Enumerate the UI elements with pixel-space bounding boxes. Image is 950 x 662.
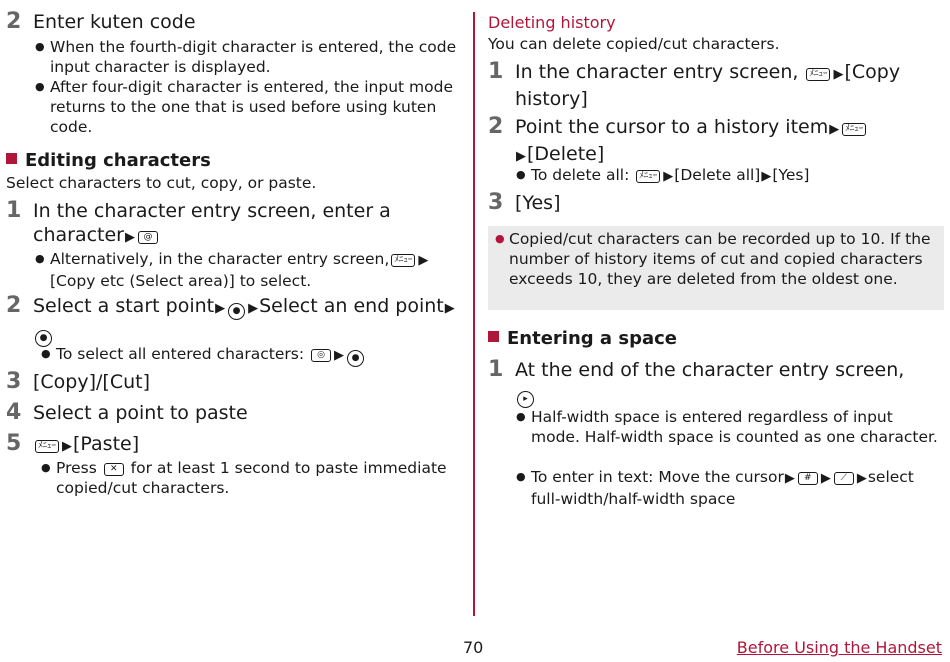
column-divider bbox=[473, 12, 475, 616]
bullet-fourth-digit: ● When the fourth-digit character is entered, the code input character is displayed. bbox=[50, 37, 464, 77]
call-key-icon: ⟋ bbox=[834, 472, 854, 485]
bullet-alternatively: ● Alternatively, in the character entry screen, ﾒﾆｭｰ ▶ [Copy etc (Select area)] to select. bbox=[50, 249, 464, 291]
step-end-of-screen: 1 At the end of the character entry screen, ▸ bbox=[488, 358, 944, 408]
step-enter-kuten: 2 Enter kuten code bbox=[6, 9, 196, 34]
page-number: 70 bbox=[463, 638, 484, 657]
arrow-icon: ▶ bbox=[215, 301, 226, 316]
step-enter-character: 1 In the character entry screen, enter a character▶ @ bbox=[6, 198, 391, 246]
footer-link-before-using[interactable]: Before Using the Handset bbox=[736, 638, 942, 657]
camera-key-icon: ◎ bbox=[311, 349, 331, 362]
step-copy-cut: 3 [Copy]/[Cut] bbox=[6, 369, 151, 394]
arrow-icon: ▶ bbox=[663, 169, 674, 184]
arrow-icon: ▶ bbox=[248, 301, 259, 316]
bullet-press-clear: ● Press ✕ for at least 1 second to paste immediate copied/cut characters. bbox=[56, 458, 464, 498]
bullet-delete-all: ● To delete all: ﾒﾆｭｰ ▶[Delete all]▶[Yes] bbox=[531, 165, 944, 187]
heading-entering-space: Entering a space bbox=[488, 328, 677, 350]
bullet-enter-in-text: ● To enter in text: Move the cursor▶ # ▶ ⟋ ▶select full-width/half-width space bbox=[531, 467, 944, 509]
step-copy-history: 1 In the character entry screen, ﾒﾆｭｰ ▶[Copy history] bbox=[488, 59, 901, 110]
center-key-icon: ● bbox=[347, 350, 364, 367]
bullet-select-all: ● To select all entered characters: ◎ ▶ ● bbox=[56, 344, 464, 367]
arrow-icon: ▶ bbox=[829, 122, 840, 137]
arrow-icon: ▶ bbox=[444, 301, 455, 316]
step-paste: 5 ﾒﾆｭｰ ▶[Paste] bbox=[6, 431, 140, 456]
arrow-icon: ▶ bbox=[761, 169, 772, 184]
heading-marker bbox=[488, 331, 499, 342]
menu-key-icon: ﾒﾆｭｰ bbox=[391, 254, 415, 267]
note-text: ● Copied/cut characters can be recorded up to 10. If the number of history items of cut and copied characters exceeds 10, they are deleted from the oldest one. bbox=[509, 229, 934, 289]
menu-key-icon: ﾒﾆｭｰ bbox=[35, 440, 59, 453]
step-yes: 3 [Yes] bbox=[488, 190, 561, 215]
deleting-intro: You can delete copied/cut characters. bbox=[488, 35, 780, 53]
arrow-icon: ▶ bbox=[856, 471, 867, 486]
menu-key-icon: ﾒﾆｭｰ bbox=[806, 68, 830, 81]
subhead-deleting-history: Deleting history bbox=[488, 13, 616, 32]
bullet-four-digit-mode: ● After four-digit character is entered, the input mode returns to the one that is used before using kuten code. bbox=[50, 77, 464, 137]
bullet-half-width: ● Half-width space is entered regardless of input mode. Half-width space is counted as one character. bbox=[531, 407, 944, 447]
editing-intro: Select characters to cut, copy, or paste. bbox=[6, 174, 317, 192]
step-select-paste-point: 4 Select a point to paste bbox=[6, 400, 248, 425]
right-key-icon: ▸ bbox=[517, 391, 534, 408]
arrow-icon: ▶ bbox=[820, 471, 831, 486]
mail-key-icon: @ bbox=[138, 231, 158, 244]
arrow-icon: ▶ bbox=[833, 67, 844, 82]
center-key-icon: ● bbox=[228, 303, 245, 320]
menu-key-icon: ﾒﾆｭｰ bbox=[842, 123, 866, 136]
hash-key-icon: # bbox=[798, 472, 818, 485]
arrow-icon: ▶ bbox=[784, 471, 795, 486]
arrow-icon: ▶ bbox=[62, 439, 73, 454]
arrow-icon: ▶ bbox=[334, 348, 345, 363]
heading-marker bbox=[6, 153, 17, 164]
center-key-icon: ● bbox=[35, 330, 52, 347]
heading-editing-characters: Editing characters bbox=[6, 150, 211, 172]
arrow-icon: ▶ bbox=[418, 253, 429, 268]
step-point-cursor: 2 Point the cursor to a history item▶ ﾒﾆｭｰ▶[Delete] bbox=[488, 115, 944, 169]
note-box bbox=[488, 226, 944, 310]
arrow-icon: ▶ bbox=[124, 230, 135, 245]
menu-key-icon: ﾒﾆｭｰ bbox=[636, 170, 660, 183]
arrow-icon: ▶ bbox=[516, 149, 526, 164]
step-select-points: 2 Select a start point▶ ● ▶Select an end point▶● bbox=[6, 294, 464, 347]
clear-key-icon: ✕ bbox=[104, 463, 124, 476]
